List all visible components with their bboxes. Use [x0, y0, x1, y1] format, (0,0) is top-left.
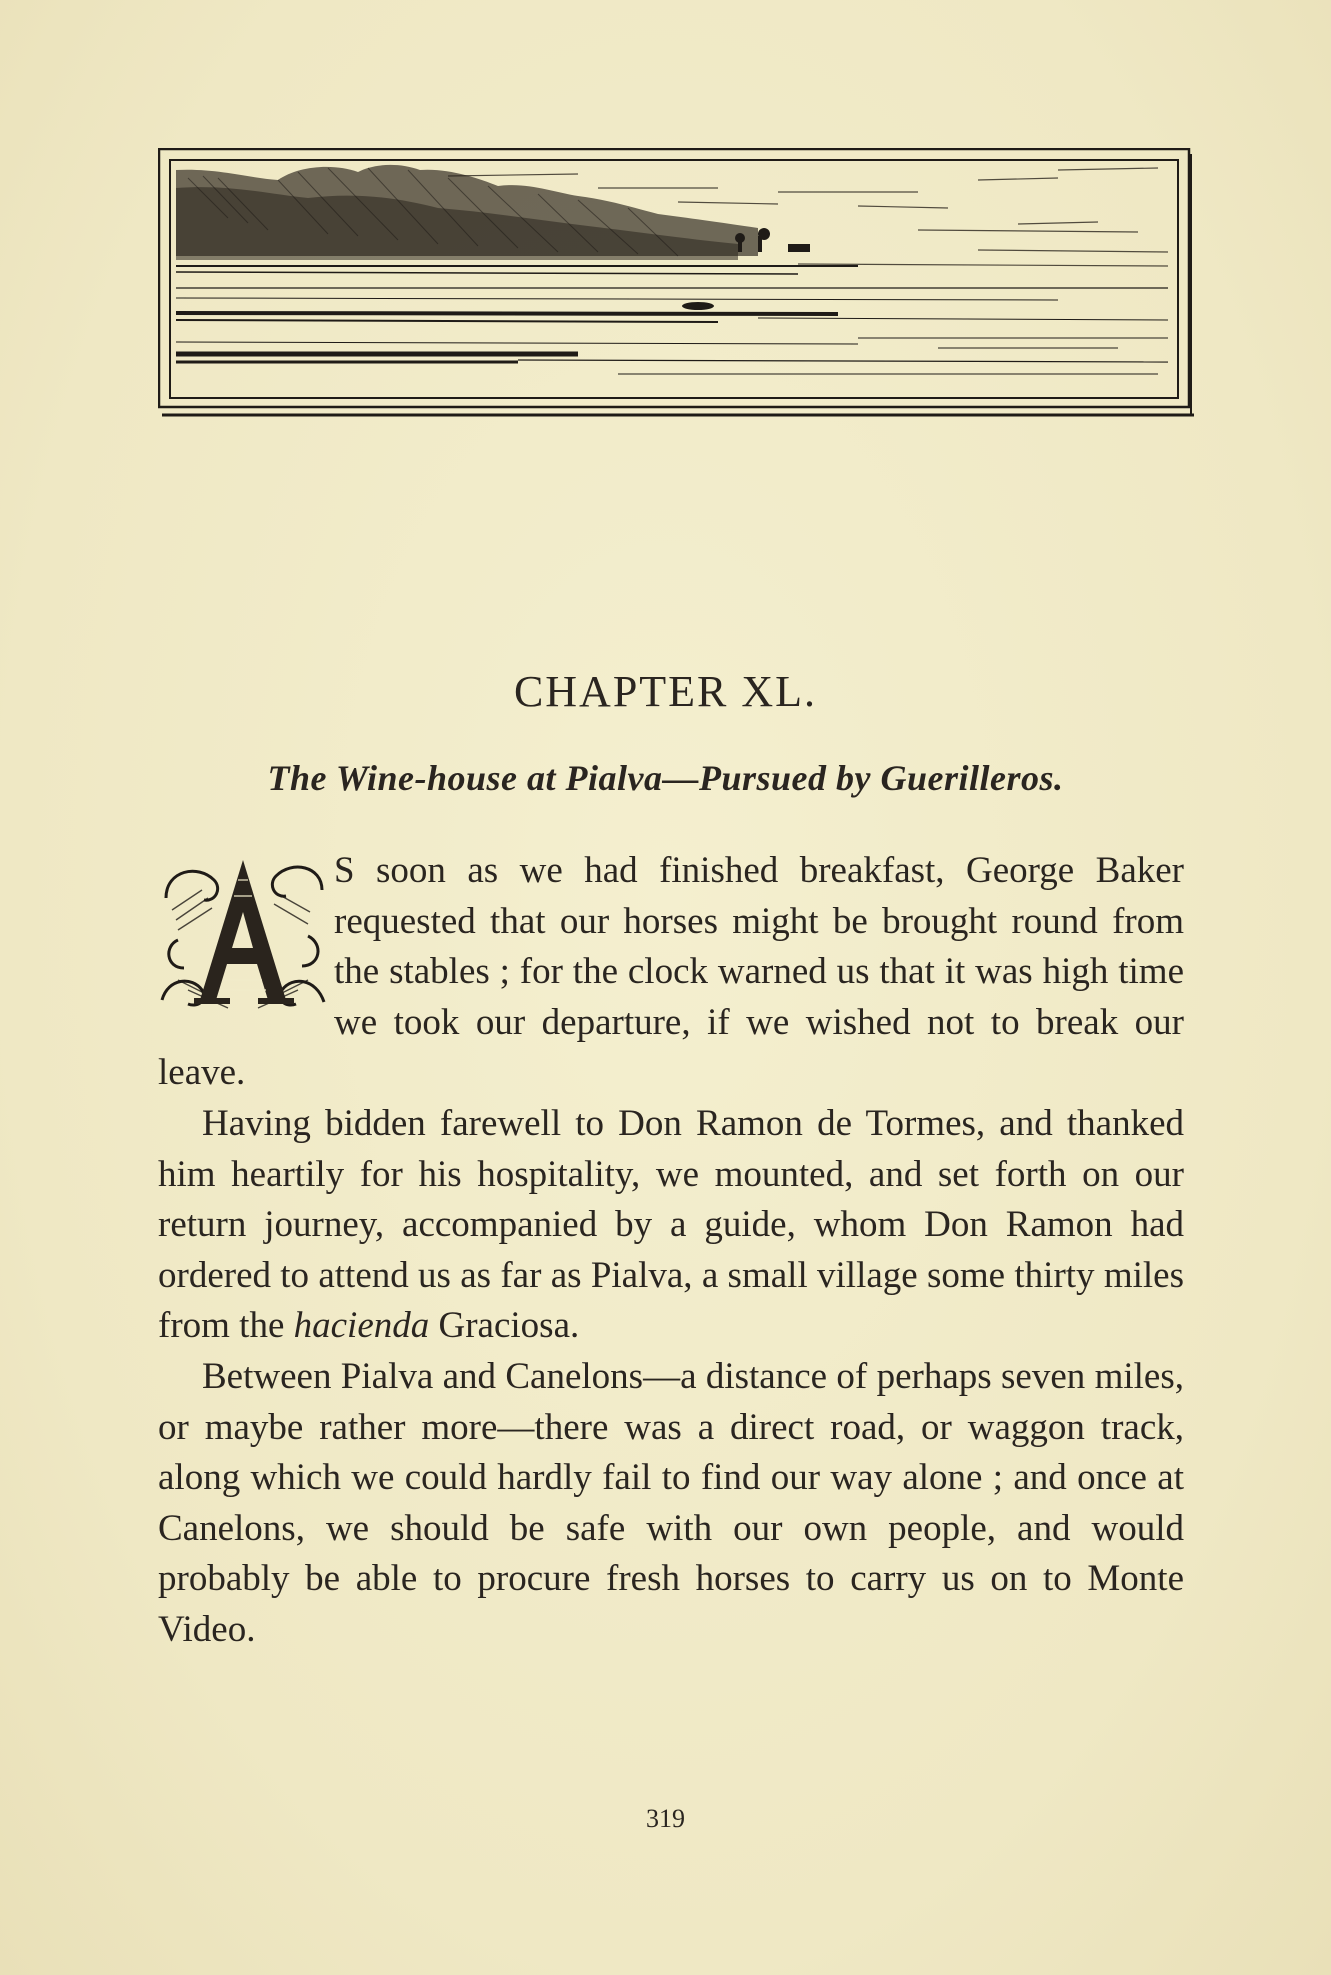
paragraph-2: [158, 1099, 1184, 1352]
italic-hacienda: hacienda: [293, 1305, 430, 1347]
paragraph-1-text: S soon as we had finished breakfast, George Baker requested that our horses might be brought round from the stables ; for the clock warned us that it was high time we took our departure, if we wished not to break our leave.: [158, 850, 1184, 1094]
chapter-body: [158, 846, 1184, 1656]
paragraph-3-text: Between Pialva and Canelons—a distance of perhaps seven miles, or maybe rather more—there was a direct road, or waggon track, along which we could hardly fail to find our way alone ; and once at Canelons, we should be safe with our own people, and would probably be able to procure fresh horses to carry us on to Monte Video.: [158, 1355, 1184, 1650]
drop-cap-a: [158, 850, 328, 1014]
paragraph-2-ending: Graciosa.: [429, 1305, 580, 1347]
paragraph-2-text: Having bidden farewell to Don Ramon de Tormes, and thanked him heartily for his hospitality, we mounted, and set forth on our return journey, accompanied by a guide, whom Don Ramon had ordered to attend us as far as Pialva, a small village some thirty miles from the: [158, 1102, 1184, 1347]
chapter-subtitle: The Wine-house at Pialva—Pursued by Guerilleros.: [267, 758, 1064, 798]
paragraph-3: [158, 1352, 1184, 1656]
page-number: 319: [646, 1804, 685, 1833]
chapter-heading: CHAPTER XL.: [513, 667, 818, 716]
paragraph-1: [158, 846, 1184, 1099]
headpiece-illustration: [158, 148, 1196, 422]
